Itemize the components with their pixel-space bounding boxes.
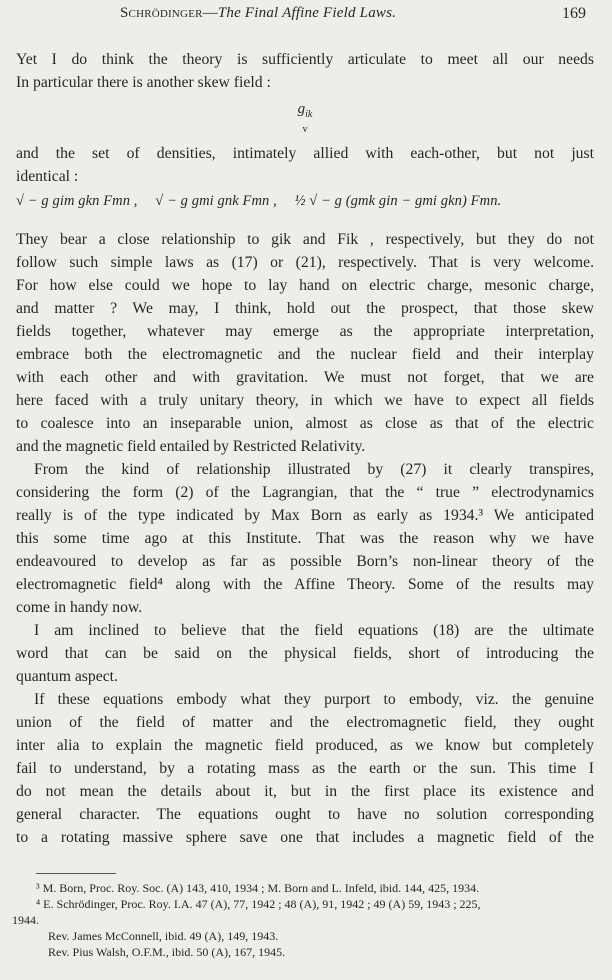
text-line: quantum aspect. <box>16 668 118 685</box>
text-line: union of the field of matter and the electromagnetic field, they ought <box>16 714 594 731</box>
header-dash: — <box>202 5 218 21</box>
footnote-4: ⁴ E. Schrödinger, Proc. Roy. I.A. 47 (A), 77, 1942 ; 48 (A), 91, 1942 ; 49 (A) 59, 1943 ; 225, <box>36 897 481 911</box>
text-line: and matter ? We may, I think, hold out the prospect, that those skew <box>16 300 594 317</box>
text-line: general character. The equations ought to have no solution corresponding <box>16 806 594 823</box>
text-line: Yet I do think the theory is sufficiently articulate to meet all our needs <box>16 51 594 68</box>
text-line: with each other and with gravitation. We must not forget, that we are <box>16 369 594 386</box>
footnote-4-ref-walsh: Rev. Pius Walsh, O.F.M., ibid. 50 (A), 167, 1945. <box>48 945 286 959</box>
text-line: From the kind of relationship illustrated by (27) it clearly transpires, <box>34 461 594 478</box>
skew-field-mark: v <box>302 124 308 135</box>
text-line: They bear a close relationship to gik and Fik , respectively, but they do not <box>16 231 594 248</box>
page-number: 169 <box>562 5 586 22</box>
paragraph-5 <box>16 619 594 688</box>
text-line: word that can be said on the physical fields, short of introducing the <box>16 645 594 662</box>
paragraph-3 <box>16 228 594 458</box>
footnote-divider <box>36 873 116 874</box>
density-formulas <box>16 190 594 220</box>
text-line: inter alia to explain the magnetic field produced, as we know but completely <box>16 737 594 754</box>
text-line: to coalesce into an inseparable union, almost as close as that of the electric <box>16 415 594 432</box>
text-line: here faced with a truly unitary theory, in which we have to expect all fields <box>16 392 594 409</box>
text-line: considering the form (2) of the Lagrangian, that the “ true ” electrodynamics <box>16 484 594 501</box>
text-line: In particular there is another skew field : <box>16 74 271 91</box>
text-line: to a rotating massive sphere save one that includes a magnetic field of the <box>16 829 594 846</box>
header-author: Schrödinger <box>120 5 203 21</box>
text-line: and the magnetic field entailed by Restricted Relativity. <box>16 438 366 455</box>
skew-field-symbol <box>16 98 594 142</box>
running-header <box>16 5 586 27</box>
text-line: come in handy now. <box>16 599 143 616</box>
text-line: endeavoured to develop as far as possible Born’s non-linear theory of the <box>16 553 594 570</box>
skew-field-g: g <box>297 101 306 117</box>
text-line: follow such simple laws as (17) or (21), respectively. That is very welcome. <box>16 254 594 271</box>
formula-2: √ − g gmi gnk Fmn , <box>155 193 277 209</box>
text-line: For how else could we hope to lay hand on electric charge, mesonic charge, <box>16 277 594 294</box>
text-line: electromagnetic field⁴ along with the Affine Theory. Some of the results may <box>16 576 594 593</box>
formula-3: ½ √ − g (gmk gin − gmi gkn) Fmn. <box>294 193 502 209</box>
footnote-4-continued: 1944. <box>12 913 39 927</box>
running-title <box>120 5 396 22</box>
footnote-3: ³ M. Born, Proc. Roy. Soc. (A) 143, 410, 1934 ; M. Born and L. Infeld, ibid. 144, 425, 1934. <box>36 881 480 895</box>
paragraph-1 <box>16 48 594 94</box>
text-line: identical : <box>16 168 79 185</box>
header-title: The Final Affine Field Laws. <box>217 5 397 21</box>
footnotes <box>12 880 592 960</box>
paragraph-6 <box>16 688 594 849</box>
text-line: this some time ago at this Institute. That was the reason why we have <box>16 530 594 547</box>
paragraph-2 <box>16 142 594 188</box>
text-line: really is of the type indicated by Max Born as early as 1934.³ We anticipated <box>16 507 594 524</box>
text-line: I am inclined to believe that the field equations (18) are the ultimate <box>34 622 594 639</box>
text-line: and the set of densities, intimately allied with each-other, but not just <box>16 145 594 162</box>
text-line: do not mean the details about it, but in the first place its existence and <box>16 783 594 800</box>
article-body <box>16 48 594 849</box>
footnote-4-ref-mcconnell: Rev. James McConnell, ibid. 49 (A), 149, 1943. <box>48 929 279 943</box>
text-line: fail to understand, by a rotating mass as the earth or the sun. This time I <box>16 760 594 777</box>
formula-1: √ − g gim gkn Fmn , <box>16 193 138 209</box>
paragraph-4 <box>16 458 594 619</box>
skew-field-index: ik <box>305 109 313 120</box>
text-line: If these equations embody what they purport to embody, viz. the genuine <box>34 691 594 708</box>
text-line: embrace both the electromagnetic and the nuclear field and their interplay <box>16 346 594 363</box>
text-line: fields together, whatever may emerge as the appropriate interpretation, <box>16 323 594 340</box>
